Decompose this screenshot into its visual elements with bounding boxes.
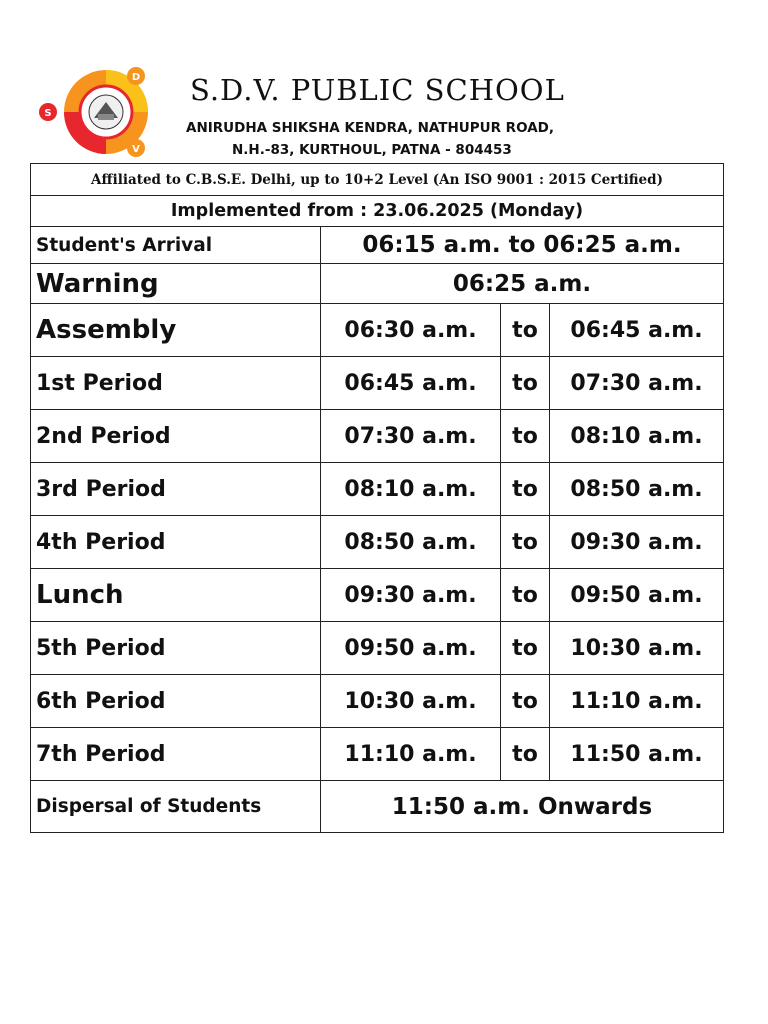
row-separator: to	[501, 516, 550, 568]
row-end-time: 09:50 a.m.	[570, 582, 703, 608]
row-end-time: 06:45 a.m.	[570, 317, 703, 343]
row-separator: to	[501, 675, 550, 727]
row-label: 4th Period	[31, 516, 321, 568]
row-time: 06:25 a.m.	[452, 270, 592, 297]
address-line-2: N.H.-83, KURTHOUL, PATNA - 804453	[232, 142, 512, 158]
row-label: Student's Arrival	[31, 227, 321, 263]
row-start-time: 09:50 a.m.	[321, 622, 501, 674]
row-start-time: 08:50 a.m.	[321, 516, 501, 568]
row-label: Lunch	[31, 569, 321, 621]
table-row	[31, 727, 723, 780]
row-start-time: 10:30 a.m.	[321, 675, 501, 727]
table-row	[31, 568, 723, 621]
row-separator: to	[501, 569, 550, 621]
table-row	[31, 356, 723, 409]
affiliation-row	[31, 164, 723, 195]
table-row	[31, 621, 723, 674]
row-end-time: 07:30 a.m.	[570, 370, 703, 396]
table-row	[31, 409, 723, 462]
row-label: Dispersal of Students	[31, 781, 321, 832]
table-row	[31, 263, 723, 303]
row-separator: to	[501, 463, 550, 515]
row-end-time: 09:30 a.m.	[570, 529, 703, 555]
row-separator: to	[501, 410, 550, 462]
table-row	[31, 780, 723, 832]
implemented-text: Implemented from : 23.06.2025 (Monday)	[170, 201, 584, 221]
row-label: 3rd Period	[31, 463, 321, 515]
table-row	[31, 226, 723, 263]
svg-text:V: V	[132, 144, 140, 155]
row-start-time: 11:10 a.m.	[321, 728, 501, 780]
table-row	[31, 303, 723, 356]
table-row	[31, 674, 723, 727]
table-row	[31, 462, 723, 515]
row-label: 7th Period	[31, 728, 321, 780]
row-separator: to	[501, 622, 550, 674]
row-end-time: 08:50 a.m.	[570, 476, 703, 502]
row-separator: to	[501, 728, 550, 780]
row-end-time: 10:30 a.m.	[570, 635, 703, 661]
row-end-time: 11:10 a.m.	[570, 688, 703, 714]
row-end-time: 11:50 a.m.	[570, 741, 703, 767]
address-line-1: ANIRUDHA SHIKSHA KENDRA, NATHUPUR ROAD,	[186, 120, 554, 136]
row-time: 06:15 a.m. to 06:25 a.m.	[362, 232, 682, 258]
row-start-time: 06:30 a.m.	[321, 304, 501, 356]
row-end-time: 08:10 a.m.	[570, 423, 703, 449]
logo-emblem-icon	[34, 66, 158, 158]
row-label: 2nd Period	[31, 410, 321, 462]
row-label: 5th Period	[31, 622, 321, 674]
row-start-time: 08:10 a.m.	[321, 463, 501, 515]
implemented-row	[31, 195, 723, 226]
row-label: 1st Period	[31, 357, 321, 409]
row-start-time: 07:30 a.m.	[321, 410, 501, 462]
row-label: Assembly	[31, 304, 321, 356]
svg-text:D: D	[131, 72, 141, 83]
row-time: 11:50 a.m. Onwards	[391, 793, 653, 820]
svg-text:S: S	[44, 108, 52, 119]
row-separator: to	[501, 304, 550, 356]
table-row	[31, 515, 723, 568]
affiliation-text: Affiliated to C.B.S.E. Delhi, up to 10+2 Level (An ISO 9001 : 2015 Certified)	[91, 171, 663, 188]
row-separator: to	[501, 357, 550, 409]
row-start-time: 06:45 a.m.	[321, 357, 501, 409]
timetable	[30, 163, 724, 833]
row-label: 6th Period	[31, 675, 321, 727]
school-logo	[34, 66, 158, 158]
row-start-time: 09:30 a.m.	[321, 569, 501, 621]
school-name: S.D.V. PUBLIC SCHOOL	[190, 73, 565, 107]
row-label: Warning	[31, 264, 321, 303]
